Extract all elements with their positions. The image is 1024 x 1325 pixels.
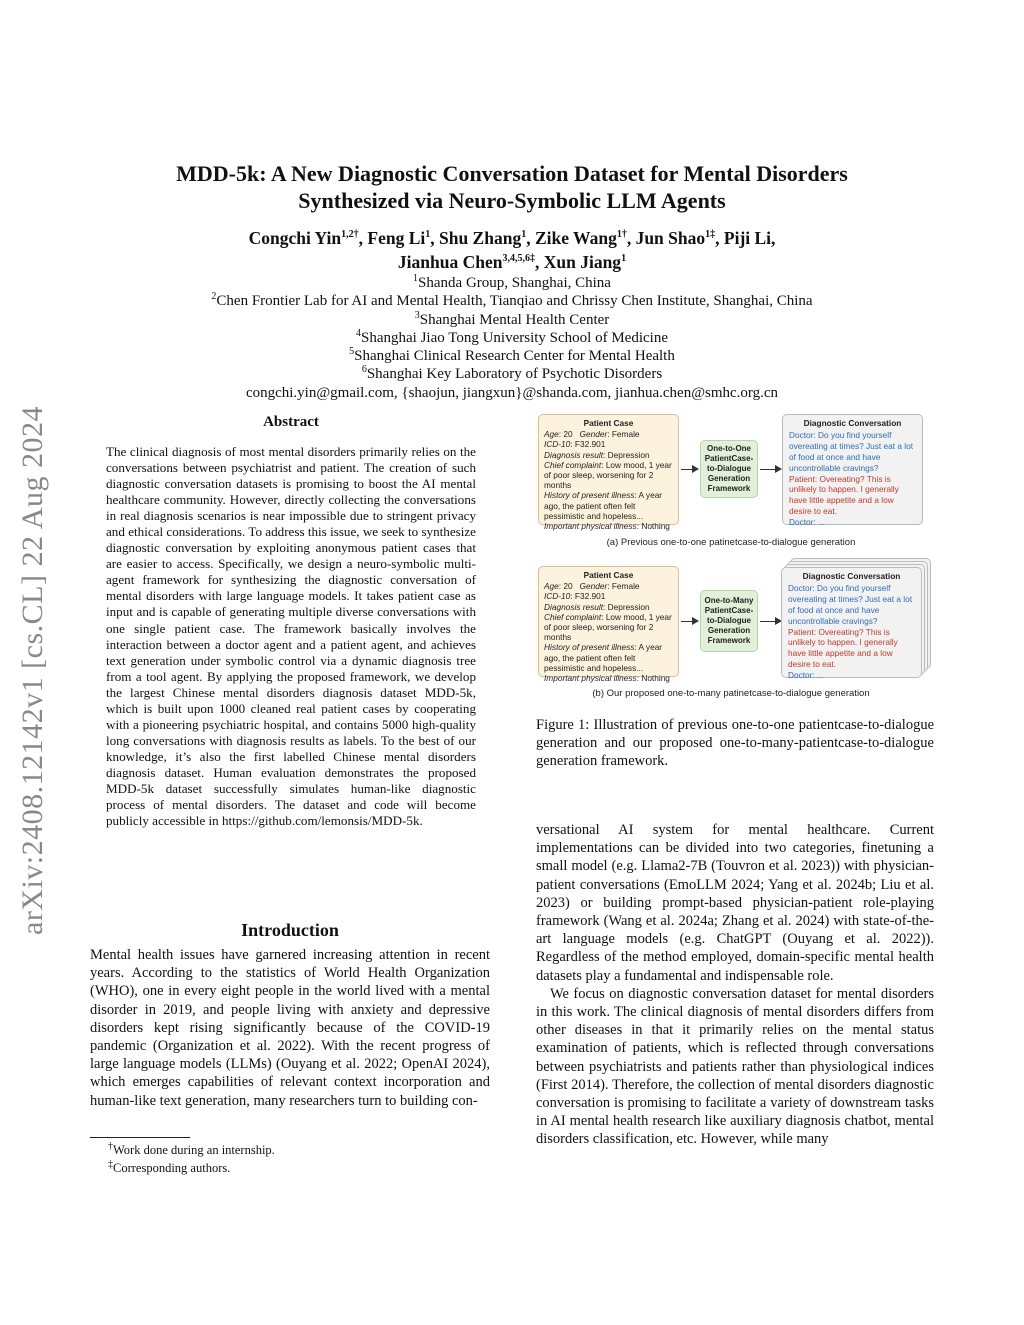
arxiv-identifier: arXiv:2408.12142v1 [cs.CL] 22 Aug 2024: [16, 406, 49, 935]
affiliation: $^4$Shanghai Jiao Tong University School of Medicine: [356, 327, 668, 346]
introduction-text: Mental health issues have garnered increasing attention in recent years. According to the statistics of World Health Organization (WHO), one in every eight people in the world lived with a mental disorder in 2019, and people living with anxiety and depressive disorders kept rising significantly because of the COVID-19 pandemic (Organization et al. 2022). With the recent progress of large language models (LLMs) (Ouyang et al. 2022; OpenAI 2024), which emerges capabilities of relevant context incorporation and human-like text generation, many researchers turn to building con-: [90, 947, 490, 1109]
abstract-heading: Abstract: [263, 414, 319, 430]
footnote-rule: [90, 1137, 190, 1138]
footnote: ‡Corresponding authors.: [108, 1158, 231, 1175]
arrow-icon: [760, 469, 780, 470]
figure-caption: Figure 1: Illustration of previous one-to-one patientcase-to-dialogue generation and our proposed one-to-many-patientcase-to-dialogue generation framework.: [536, 717, 934, 770]
subcaption-a: (a) Previous one-to-one patinetcase-to-dialogue generation: [606, 537, 856, 548]
arrow-icon: [681, 469, 697, 470]
patient-case-card: Patient Case Age: 20 Gender: Female ICD-10: F32.901 Diagnosis result: Depression Chief complaint: Low mood, 1 year of poor sleep, worsening for 2 months History of present illness: A year ago, the patient often felt pessimistic and hopeless... Important physical illness: Nothing: [538, 414, 679, 525]
diagnostic-conversation-card: Diagnostic Conversation Doctor: Do you find yourself overeating at times? Just eat a lot of food at once and have uncontrollable cravings? Patient: Overeating? This is unlikely to happen. I generally have little appetite and a low desire to eat. Doctor: ...: [782, 414, 923, 525]
arrow-icon: [681, 621, 697, 622]
abstract-text: The clinical diagnosis of most mental disorders primarily relies on the conversations between psychiatrist and patient. The creation of such diagnostic conversation datasets is promising to boost the AI mental healthcare community. However, directly collecting the conversations in real diagnosis scenarios is near impossible due to stringent privacy and ethical considerations. To address this issue, we seek to synthesize diagnostic conversation by exploiting anonymous patient cases that are easier to access. Specifically, we design a neuro-symbolic multi-agent framework for synthesizing the diagnostic conversation of mental disorders with large language models. It takes patient case as input and is capable of generating multiple diverse conversations with one single patient case. The framework basically involves the interaction between a doctor agent and a patient agent, and achieves text generation under symbolic control via a dynamic diagnosis tree from a tool agent. By applying the proposed framework, we develop the largest Chinese mental disorders diagnosis dataset MDD-5k, which is built upon 1000 cleaned real patient cases by cooperating with a pioneering psychiatric hospital, and contains 5000 high-quality long conversations with diagnosis results as labels. To the best of our knowledge, it’s also the first labelled Chinese mental disorders diagnosis dataset. Human evaluation demonstrates the proposed MDD-5k dataset successfully simulates human-like diagnostic process of mental disorders. The dataset and code will become publicly accessible in https://github.com/lemonsis/MDD-5k.: [106, 444, 476, 829]
affiliations: [0, 274, 1024, 402]
paper-title: [0, 160, 1024, 214]
author: Jun Shao$^{1\ddagger}$: [635, 228, 716, 248]
author: Zike Wang$^{1\dagger}$: [534, 228, 627, 248]
one-to-one-framework-box: One-to-One PatientCase-to-Dialogue Generation Framework: [700, 440, 758, 498]
one-to-many-framework-box: One-to-Many PatientCase-to-Dialogue Generation Framework: [700, 590, 758, 652]
affiliation: $^1$Shanda Group, Shanghai, China: [413, 273, 611, 291]
affiliation: $^2$Chen Frontier Lab for AI and Mental Health, Tianqiao and Chrissy Chen Institute, Shanghai, China: [211, 291, 813, 310]
patient-case-card: Patient Case Age: 20 Gender: Female ICD-10: F32.901 Diagnosis result: Depression Chief complaint: Low mood, 1 year of poor sleep, worsening for 2 months History of present illness: A year ago, the patient often felt pessimistic and hopeless... Important physical illness: Nothing: [538, 566, 679, 677]
author-list: Congchi Yin$^{1,2\dagger}$, Feng Li$^1$, Shu Zhang$^1$, Zike Wang$^{1\dagger}$, Jun Shao$^{1\ddagger}$, Piji Li, Jianhua Chen$^{3,4,5,6\ddagger}$, Xun Jiang$^1$: [248, 228, 776, 272]
right-column-text: [536, 821, 934, 1149]
diagnostic-conversation-card: Diagnostic Conversation Doctor: Do you find yourself overeating at times? Just eat a lot of food at once and have uncontrollable cravings? Patient: Overeating? This is unlikely to happen. I generally have little appetite and a low desire to eat. Doctor: ...: [781, 567, 922, 678]
affiliation: $^6$Shanghai Key Laboratory of Psychotic Disorders: [361, 364, 663, 383]
footnote: †Work done during an internship.: [108, 1140, 275, 1157]
title-line-2: Synthesized via Neuro-Symbolic LLM Agents: [298, 188, 726, 213]
paragraph: We focus on diagnostic conversation dataset for mental disorders in this work. The clinical diagnosis of mental disorders differs from other diseases in that it primarily relies on the mental status examination of patients, which is reflected through conversations between psychiatrists and patients rather than physiological indices (First 2014). Therefore, the collection of mental disorders diagnostic conversation is promising to facilitate a variety of downstream tasks in AI mental health research like auxiliary diagnosis chatbot, mental disorders classification, etc. However, while many: [536, 985, 934, 1148]
title-line-1: MDD-5k: A New Diagnostic Conversation Dataset for Mental Disorders: [176, 161, 848, 186]
arrow-icon: [760, 621, 780, 622]
author: Piji Li: [723, 228, 772, 248]
author: Shu Zhang$^1$: [438, 228, 527, 248]
subcaption-b: (b) Our proposed one-to-many patinetcase-to-dialogue generation: [592, 688, 870, 699]
author: Xun Jiang$^1$: [543, 252, 627, 272]
author: Jianhua Chen$^{3,4,5,6\ddagger}$: [397, 252, 535, 272]
paragraph: versational AI system for mental healthcare. Current implementations can be divided into two categories, finetuning a small model (e.g. Llama2-7B (Touvron et al. 2023)) with physician-patient conversations (EmoLLM 2024; Yang et al. 2024b; Liu et al. 2023) or building prompt-based physician-patient role-playing framework (Wang et al. 2024a; Zhang et al. 2024) with state-of-the-art language models (e.g. ChatGPT (Ouyang et al. 2022)). Regardless of the method employed, domain-specific mental health datasets play a fundamental and indispensable role.: [536, 822, 934, 984]
affiliation: $^3$Shanghai Mental Health Center: [414, 309, 610, 328]
introduction-heading: Introduction: [241, 920, 339, 940]
affiliation: $^5$Shanghai Clinical Research Center for Mental Health: [349, 346, 675, 365]
author: Feng Li$^1$: [367, 228, 431, 248]
author: Congchi Yin$^{1,2\dagger}$: [248, 228, 359, 248]
author-emails: congchi.yin@gmail.com, {shaojun, jiangxun}@shanda.com, jianhua.chen@smhc.org.cn: [245, 384, 779, 401]
